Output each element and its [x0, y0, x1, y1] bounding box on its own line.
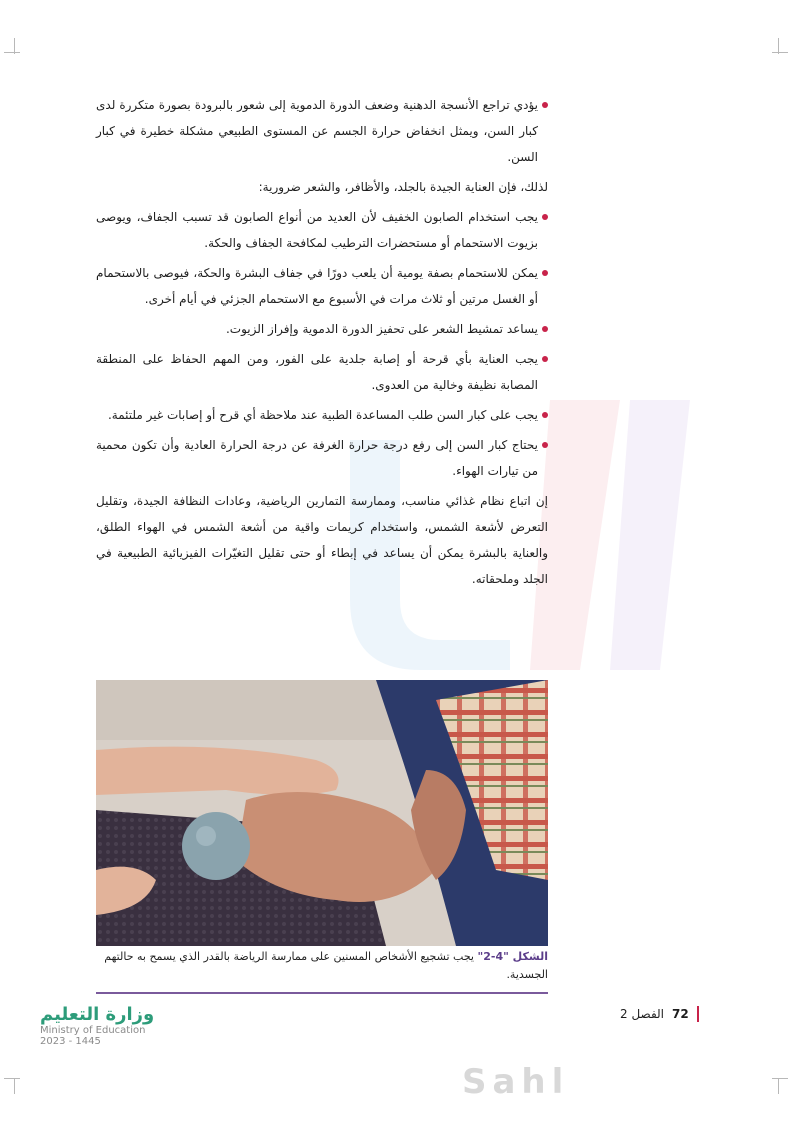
list-item: يمكن للاستحمام بصفة يومية أن يلعب دورًا في جفاف البشرة والحكة، فيوصى بالاستحمام أو الغسل مرتين أو ثلاث مرات في الأسبوع مع الاستحمام الجزئي في أيام أخرى.: [96, 260, 548, 312]
ministry-year: 2023 - 1445: [40, 1036, 101, 1047]
page-footer: [620, 1006, 699, 1022]
list-item: يؤدي تراجع الأنسجة الدهنية وضعف الدورة الدموية إلى شعور بالبرودة بصورة متكررة لدى كبار السن، ويمثل انخفاض حرارة الجسم عن المستوى الطبيعي مشكلة خطيرة في كبار السن.: [96, 92, 548, 170]
intro-paragraph: لذلك، فإن العناية الجيدة بالجلد، والأظافر، والشعر ضرورية:: [258, 180, 548, 194]
sahl-watermark: Sahl: [462, 1062, 570, 1102]
figure-photo: [96, 680, 548, 946]
crop-mark: [772, 1078, 788, 1079]
caption-text: يجب تشجيع الأشخاص المسنين على ممارسة الرياضة بالقدر الذي يسمح به حالتهم الجسدية.: [104, 950, 548, 981]
crop-mark: [778, 1078, 779, 1094]
ministry-name-ar: وزارة التعليم: [40, 1004, 155, 1025]
closing-paragraph: إن اتباع نظام غذائي مناسب، وممارسة التمارين الرياضية، وعادات النظافة الجيدة، وتقليل التعرض لأشعة الشمس، واستخدام كريمات واقية من أشعة الشمس في الهواء الطلق، والعناية بالبشرة يمكن أن يساعد في إبطاء أو حتى تقليل التغيّرات الفيزيائية الطبيعية في الجلد وملحقاته.: [96, 494, 548, 586]
list-item: يحتاج كبار السن إلى رفع درجة حرارة الغرفة عن درجة الحرارة العادية وأن تكون محمية من تيارات الهواء.: [96, 432, 548, 484]
list-item: يجب على كبار السن طلب المساعدة الطبية عند ملاحظة أي قرح أو إصابات غير ملتئمة.: [96, 402, 548, 428]
list-item: يساعد تمشيط الشعر على تحفيز الدورة الدموية وإفراز الزيوت.: [96, 316, 548, 342]
footer-bar: [697, 1006, 699, 1022]
figure-label: الشكل "4-2": [477, 950, 548, 963]
photo-illustration: [96, 680, 548, 946]
ministry-name-en: Ministry of Education: [40, 1025, 146, 1036]
main-content: [96, 92, 548, 596]
crop-mark: [14, 1078, 15, 1094]
chapter-label: الفصل 2: [620, 1007, 665, 1021]
ministry-logo: [40, 1004, 154, 1047]
figure-caption: [96, 948, 548, 984]
list-item: يجب استخدام الصابون الخفيف لأن العديد من أنواع الصابون قد تسبب الجفاف، ويوصى بزيوت الاستحمام أو مستحضرات الترطيب لمكافحة الجفاف والحكة.: [96, 204, 548, 256]
crop-mark: [772, 52, 788, 53]
page-number: 72: [672, 1007, 689, 1021]
crop-mark: [4, 52, 20, 53]
crop-mark: [4, 1078, 20, 1079]
caption-divider: [96, 992, 548, 994]
list-item: يجب العناية بأي قرحة أو إصابة جلدية على الفور، ومن المهم الحفاظ على المنطقة المصابة نظيفة وخالية من العدوى.: [96, 346, 548, 398]
